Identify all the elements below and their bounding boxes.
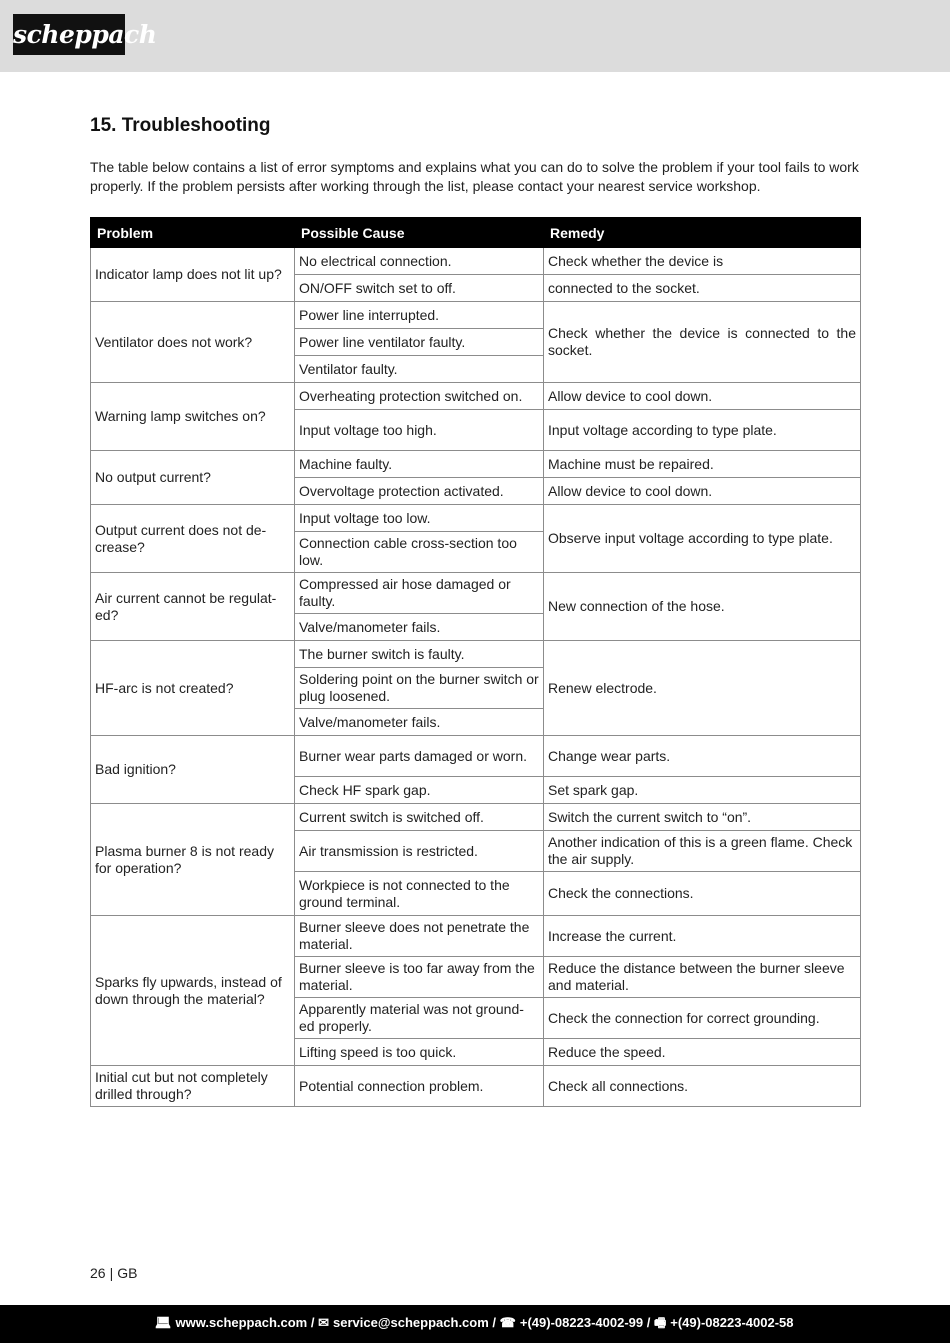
cause-cell: Burner sleeve does not penetrate the material. (295, 916, 544, 957)
remedy-cell: Allow device to cool down. (544, 478, 861, 505)
phone-icon: ☎ (499, 1315, 516, 1330)
page-language: GB (117, 1265, 138, 1281)
header-remedy: Remedy (544, 218, 861, 248)
header-possible-cause: Possible Cause (295, 218, 544, 248)
table-row (91, 573, 861, 614)
footer-separator: / (646, 1315, 651, 1330)
problem-cell: Bad ignition? (91, 736, 295, 804)
remedy-cell: Set spark gap. (544, 777, 861, 804)
header-problem: Problem (91, 218, 295, 248)
problem-cell: No output current? (91, 451, 295, 505)
cause-cell: Soldering point on the burner switch or plug loosened. (295, 668, 544, 709)
remedy-cell: Machine must be repaired. (544, 451, 861, 478)
mail-icon: ✉ (318, 1315, 330, 1330)
cause-cell: Compressed air hose damaged or faulty. (295, 573, 544, 614)
footer-website-link[interactable]: www.scheppach.com (175, 1315, 308, 1330)
table-row (91, 302, 861, 329)
troubleshooting-table (90, 217, 861, 1107)
cause-cell: Overheating protection switched on. (295, 383, 544, 410)
problem-cell: HF-arc is not created? (91, 641, 295, 736)
table-row (91, 383, 861, 410)
remedy-cell: Reduce the distance between the burner sleeve and material. (544, 957, 861, 998)
footer-bar (0, 1305, 950, 1343)
remedy-cell: New connection of the hose. (544, 573, 861, 641)
cause-cell: Air transmission is restricted. (295, 831, 544, 872)
remedy-cell: Observe input voltage according to type plate. (544, 505, 861, 573)
cause-cell: Burner wear parts damaged or worn. (295, 736, 544, 777)
table-row (91, 248, 861, 275)
problem-cell: Indicator lamp does not lit up? (91, 248, 295, 302)
footer-phone: +(49)-08223-4002-99 (519, 1315, 644, 1330)
cause-cell: The burner switch is faulty. (295, 641, 544, 668)
cause-cell: Burner sleeve is too far away from the material. (295, 957, 544, 998)
remedy-cell: Check whether the device is connected to the socket. (544, 302, 861, 383)
footer-separator: / (492, 1315, 497, 1330)
header-bar (0, 0, 950, 72)
remedy-cell: connected to the socket. (544, 275, 861, 302)
table-row (91, 451, 861, 478)
remedy-cell: Input voltage according to type plate. (544, 410, 861, 451)
table-row (91, 804, 861, 831)
problem-cell: Initial cut but not completely drilled through? (91, 1066, 295, 1107)
remedy-cell: Change wear parts. (544, 736, 861, 777)
table-header-row (91, 218, 861, 248)
cause-cell: Valve/manometer fails. (295, 614, 544, 641)
cause-cell: Current switch is switched off. (295, 804, 544, 831)
table-row (91, 641, 861, 668)
remedy-cell: Check whether the device is (544, 248, 861, 275)
remedy-cell: Reduce the speed. (544, 1039, 861, 1066)
fax-icon: 🖷︎ (653, 1315, 667, 1330)
cause-cell: Ventilator faulty. (295, 356, 544, 383)
problem-cell: Plasma burner 8 is not ready for operation? (91, 804, 295, 916)
remedy-cell: Allow device to cool down. (544, 383, 861, 410)
remedy-cell: Renew electrode. (544, 641, 861, 736)
scheppach-logo: scheppach (13, 14, 125, 55)
computer-icon: 💻︎ (155, 1315, 172, 1330)
remedy-cell: Check all connections. (544, 1066, 861, 1107)
page-number (90, 1265, 137, 1281)
remedy-cell: Another indication of this is a green flame. Check the air supply. (544, 831, 861, 872)
page-number-value: 26 (90, 1265, 106, 1281)
footer-separator: / (310, 1315, 315, 1330)
cause-cell: ON/OFF switch set to off. (295, 275, 544, 302)
intro-paragraph: The table below contains a list of error symptoms and explains what you can do to solve the problem if your tool fails to work properly. If the problem persists after working through the list, please contact your nearest service workshop. (90, 159, 859, 194)
footer-fax: +(49)-08223-4002-58 (670, 1315, 794, 1330)
remedy-cell: Switch the current switch to “on”. (544, 804, 861, 831)
problem-cell: Air current cannot be regulat-ed? (91, 573, 295, 641)
footer-email-link[interactable]: service@scheppach.com (333, 1315, 489, 1330)
cause-cell: Connection cable cross-section too low. (295, 532, 544, 573)
cause-cell: Lifting speed is too quick. (295, 1039, 544, 1066)
cause-cell: Apparently material was not ground-ed properly. (295, 998, 544, 1039)
table-row (91, 1066, 861, 1107)
cause-cell: Input voltage too low. (295, 505, 544, 532)
problem-cell: Sparks fly upwards, instead of down through the material? (91, 916, 295, 1066)
cause-cell: Input voltage too high. (295, 410, 544, 451)
cause-cell: Valve/manometer fails. (295, 709, 544, 736)
table-row (91, 916, 861, 957)
cause-cell: Check HF spark gap. (295, 777, 544, 804)
cause-cell: Power line ventilator faulty. (295, 329, 544, 356)
cause-cell: Potential connection problem. (295, 1066, 544, 1107)
cause-cell: Overvoltage protection activated. (295, 478, 544, 505)
footer-contact (155, 1305, 794, 1341)
section-title: 15. Troubleshooting (90, 115, 271, 136)
cause-cell: No electrical connection. (295, 248, 544, 275)
table-row (91, 505, 861, 532)
table-row (91, 736, 861, 777)
remedy-cell: Check the connection for correct grounding. (544, 998, 861, 1039)
problem-cell: Warning lamp switches on? (91, 383, 295, 451)
problem-cell: Ventilator does not work? (91, 302, 295, 383)
page-separator: | (109, 1265, 114, 1281)
remedy-cell: Increase the current. (544, 916, 861, 957)
problem-cell: Output current does not de-crease? (91, 505, 295, 573)
cause-cell: Machine faulty. (295, 451, 544, 478)
cause-cell: Workpiece is not connected to the ground terminal. (295, 872, 544, 916)
remedy-cell: Check the connections. (544, 872, 861, 916)
cause-cell: Power line interrupted. (295, 302, 544, 329)
